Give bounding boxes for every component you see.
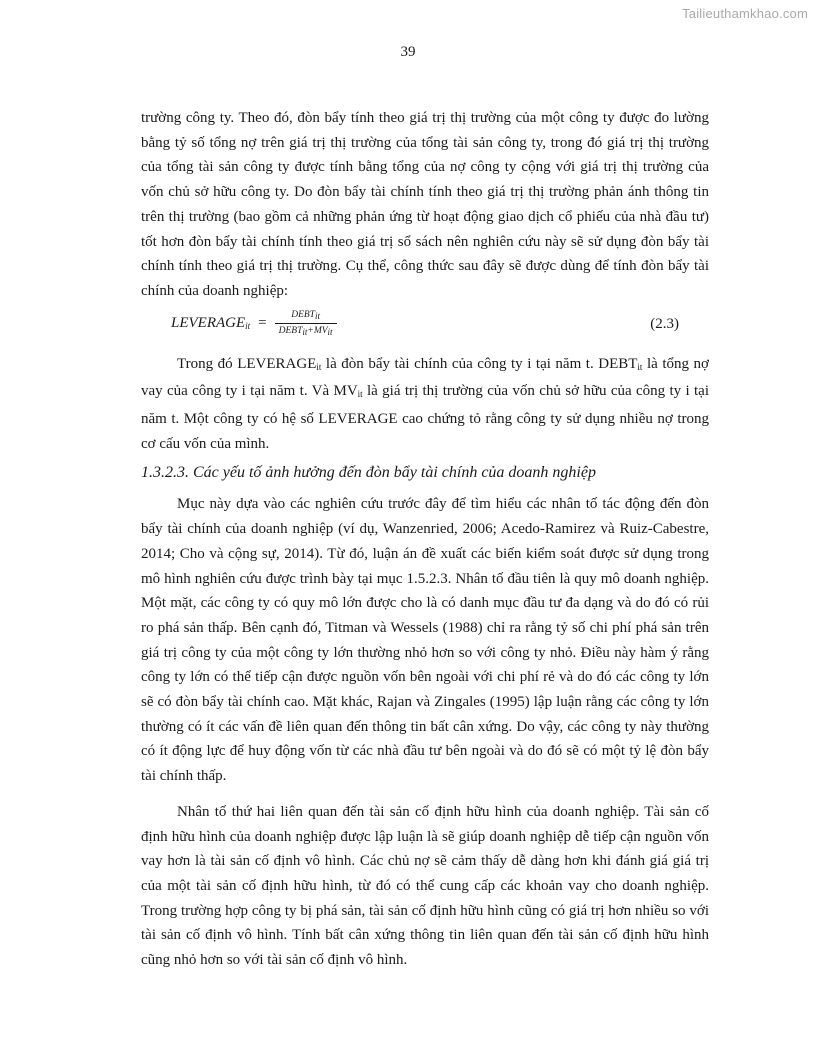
def-sub-1: it (316, 361, 322, 372)
formula-denominator-plus: +MV (307, 325, 328, 336)
watermark: Tailieuthamkhao.com (682, 6, 808, 21)
formula-denominator-b-sub: it (327, 326, 333, 337)
formula-equals: = (258, 314, 267, 331)
formula-denominator (275, 323, 337, 337)
formula-denominator-a-sub: it (302, 326, 308, 337)
def-sub-3: it (357, 389, 363, 400)
def-sub-2: it (637, 361, 643, 372)
def-text-2: là đòn bẩy tài chính của công ty i tại năm t. DEBT (321, 355, 638, 372)
formula-lhs-sub: it (245, 320, 251, 331)
formula-numerator-sub: it (314, 310, 320, 321)
page-number: 39 (400, 44, 416, 60)
paragraph-firm-size: Mục này dựa vào các nghiên cứu trước đây để tìm hiểu các nhân tố tác động đến đòn bẩy tài chính của doanh nghiệp (ví dụ, Wanzenried, 2006; Acedo-Ramirez và Ruiz-Cabestre, 2014; Cho và cộng sự, 2014). Từ đó, luận án đề xuất các biến kiểm soát được sử dụng trong mô hình nghiên cứu được trình bày tại mục 1.5.2.3. Nhân tố đầu tiên là quy mô doanh nghiệp. Một mặt, các công ty có quy mô lớn được cho là có danh mục đầu tư đa dạng và do đó có rủi ro phá sản thấp. Bên cạnh đó, Titman và Wessels (1988) chỉ ra rằng tỷ số chi phí phá sản trên giá trị công ty của một công ty lớn thường nhỏ hơn so với công ty nhỏ. Điều này hàm ý rằng công ty lớn có thể tiếp cận được nguồn vốn bên ngoài với chi phí rẻ và do đó các công ty lớn sẽ có đòn bẩy tài chính cao. Mặt khác, Rajan và Zingales (1995) lập luận rằng các công ty lớn thường có ít các vấn đề liên quan đến thông tin bất cân xứng. Do vậy, các công ty này thường có ít động lực để huy động vốn từ các nhà đầu tư bên ngoài và do đó sẽ có một tỷ lệ đòn bẩy tài chính thấp. (141, 496, 709, 785)
formula-row (141, 308, 709, 352)
formula-denominator-a: DEBT (278, 325, 303, 336)
leverage-formula (171, 310, 337, 337)
formula-fraction (275, 310, 337, 337)
def-text-4: là giá trị thị trường của vốn chủ sở hữu của công ty i tại năm t. Một công ty có hệ số LEVERAGE cao chứng tỏ rằng công ty sử dụng nhiều nợ trong cơ cấu vốn của mình. (141, 383, 709, 452)
section-heading: 1.3.2.3. Các yếu tố ảnh hưởng đến đòn bẩy tài chính của doanh nghiệp (141, 464, 596, 482)
document-body (141, 106, 709, 973)
def-text-3: là tổng nợ vay của công ty i tại năm t. Và MV (141, 355, 709, 400)
paragraph-continuation: trường công ty. Theo đó, đòn bẩy tính theo giá trị thị trường của một công ty được đo lường bằng tỷ số tổng nợ trên giá trị thị trường của tổng tài sản công ty, trong đó giá trị thị trường của tổng tài sản công ty được tính bằng tổng của nợ công ty cộng với giá trị thị trường của vốn chủ sở hữu công ty. Do đòn bẩy tài chính tính theo giá trị thị trường phản ánh thông tin trên thị trường (bao gồm cả những phản ứng từ hoạt động giao dịch cổ phiếu của nhà đầu tư) tốt hơn đòn bẩy tài chính tính theo giá trị sổ sách nên nghiên cứu này sẽ sử dụng đòn bẩy tài chính tính theo giá trị thị trường. Cụ thể, công thức sau đây sẽ được dùng để tính đòn bẩy tài chính của doanh nghiệp: (141, 110, 709, 299)
equation-number: (2.3) (650, 315, 679, 332)
formula-numerator-text: DEBT (291, 309, 315, 320)
formula-numerator (287, 310, 324, 323)
formula-lhs (171, 315, 250, 332)
formula-lhs-text: LEVERAGE (171, 314, 246, 331)
paragraph-tangible-assets: Nhân tố thứ hai liên quan đến tài sản cố định hữu hình của doanh nghiệp. Tài sản cố định hữu hình của doanh nghiệp được lập luận là sẽ giúp doanh nghiệp dễ tiếp cận nguồn vốn vay hơn là tài sản cố định vô hình. Các chủ nợ sẽ cảm thấy dễ dàng hơn khi đánh giá giá trị của một tài sản cố định hữu hình, từ đó có thể cung cấp các khoản vay cho doanh nghiệp. Trong trường hợp công ty bị phá sản, tài sản cố định hữu hình cũng có giá trị hơn nhiều so với tài sản cố định vô hình. Tính bất cân xứng thông tin liên quan đến tài sản cố định hữu hình cũng nhỏ hơn so với tài sản cố định vô hình. (141, 803, 709, 969)
def-text-1: Trong đó LEVERAGE (177, 355, 317, 372)
paragraph-definitions (141, 352, 709, 457)
